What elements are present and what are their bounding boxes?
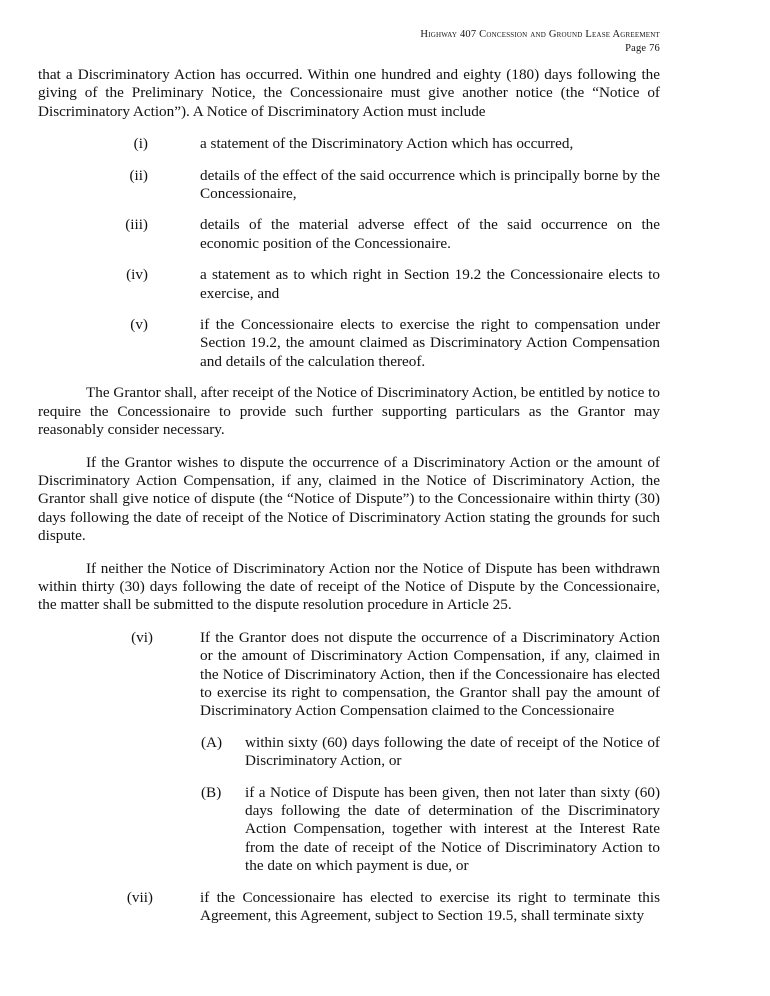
list-item-number: (ii) [129, 166, 148, 184]
list-item-text: details of the effect of the said occurrence which is principally borne by the Concessionaire, [200, 166, 660, 203]
list-item-number: (iii) [125, 216, 148, 234]
list-item-text: If the Grantor does not dispute the occurrence of a Discriminatory Action or the amount of Discriminatory Action Compensation, if any, claimed in the Notice of Discriminatory Action, then if the Concessionaire has elected to exercise its right to compensation, the Grantor shall pay the amount of Discriminatory Action Compensation claimed to the Concessionaire [200, 628, 660, 720]
paragraph: The Grantor shall, after receipt of the Notice of Discriminatory Action, be entitled by notice to require the Concessionaire to provide such further supporting particulars as the Grantor may reasonably consider necessary. [38, 384, 660, 439]
list-item-text: a statement as to which right in Section 19.2 the Concessionaire elects to exercise, and [200, 266, 660, 302]
paragraph: that a Discriminatory Action has occurred. Within one hundred and eighty (180) days following the giving of the Preliminary Notice, the Concessionaire must give another notice (the “Notice of Discriminatory Action”). A Notice of Discriminatory Action must include [38, 66, 660, 120]
list-item-number: (v) [130, 316, 148, 334]
list-item-text: if the Concessionaire has elected to exercise its right to terminate this Agreement, this Agreement, subject to Section 19.5, shall terminate sixty [200, 888, 660, 925]
list-item-text: a statement of the Discriminatory Action which has occurred, [200, 135, 574, 153]
list-item [130, 316, 660, 371]
paragraph: If neither the Notice of Discriminatory Action nor the Notice of Dispute has been withdrawn within thirty (30) days following the date of receipt of the Notice of Dispute by the Concessionaire, the matter shall be submitted to the dispute resolution procedure in Article 25. [38, 559, 660, 614]
list-item-number: (i) [133, 135, 148, 153]
sub-list-item-text: within sixty (60) days following the date of receipt of the Notice of Discriminatory Action, or [245, 733, 660, 770]
list-item-text: details of the material adverse effect of the said occurrence on the economic position of the Concessionaire. [200, 216, 660, 252]
list-item-text: if the Concessionaire elects to exercise the right to compensation under Section 19.2, the amount claimed as Discriminatory Action Compensation and details of the calculation thereof. [200, 316, 660, 370]
list-item [126, 888, 660, 926]
sub-list-item-text: if a Notice of Dispute has been given, then not later than sixty (60) days following the date of determination of the Discriminatory Action Compensation, together with interest at the Interest Rate from the date of receipt of the Notice of Discriminatory Action to the date on which payment is due, or [245, 783, 660, 875]
sub-list-item-number: (A) [201, 733, 223, 751]
page-number: Page 76 [625, 43, 660, 54]
list-item-number: (iv) [126, 266, 148, 284]
sub-list-item-number: (B) [201, 783, 222, 801]
list-item [131, 628, 660, 721]
header-title: Highway 407 Concession and Ground Lease Agreement [420, 29, 660, 40]
list-item-number: (vii) [126, 888, 153, 906]
running-header [420, 28, 660, 56]
list-item [129, 166, 660, 204]
list-item [133, 135, 660, 153]
document-body [38, 66, 660, 938]
list-item-number: (vi) [131, 628, 153, 646]
sub-list-item [201, 784, 660, 876]
list-item [126, 266, 660, 303]
paragraph: If the Grantor wishes to dispute the occurrence of a Discriminatory Action or the amount of Discriminatory Action Compensation, if any, claimed in the Notice of Discriminatory Action, the Grantor shall give notice of dispute (the “Notice of Dispute”) to the Concessionaire within thirty (30) days following the date of receipt of the Notice of Discriminatory Action stating the grounds for such dispute. [38, 453, 660, 545]
sub-list-item [201, 734, 660, 771]
list-item [125, 216, 660, 253]
